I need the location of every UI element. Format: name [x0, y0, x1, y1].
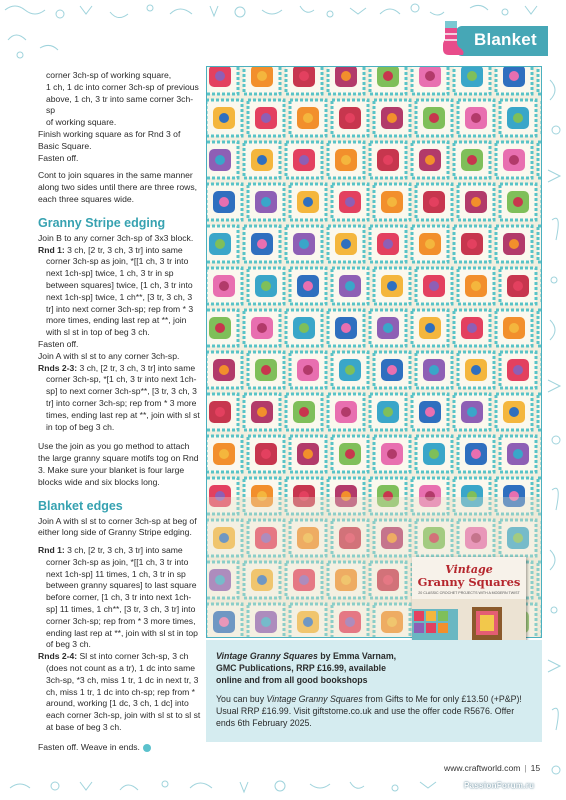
watermark: PassionForum.ru: [464, 781, 535, 790]
granny-square-center: [219, 449, 229, 459]
rnd-label: Rnd 1:: [38, 244, 65, 255]
granny-square-center: [509, 239, 519, 249]
granny-square-center: [513, 365, 523, 375]
granny-square-center: [215, 239, 225, 249]
book-credit-author: by Emma Varnam,: [317, 651, 397, 661]
granny-square-center: [383, 323, 393, 333]
granny-square-center: [299, 155, 309, 165]
granny-square-center: [215, 155, 225, 165]
granny-square-center: [471, 197, 481, 207]
book-title-line-2: Granny Squares: [417, 575, 521, 589]
granny-square-center: [383, 239, 393, 249]
granny-square-center: [299, 239, 309, 249]
blanket-photo: [206, 66, 542, 638]
end-dot-icon: [143, 744, 151, 752]
fasten-off: Fasten off.: [38, 338, 79, 349]
rnds-2-3-instruction: [38, 363, 202, 434]
granny-square-center: [509, 155, 519, 165]
book-credit-publisher: GMC Publications, RRP £16.99, available online and from all good bookshops: [216, 663, 386, 685]
granny-square-center: [341, 323, 351, 333]
granny-square-center: [513, 281, 523, 291]
granny-square-center: [257, 407, 267, 417]
granny-square-center: [387, 365, 397, 375]
granny-square-center: [387, 281, 397, 291]
granny-square-center: [303, 281, 313, 291]
rnd-text: 3 ch, [2 tr, 3 ch, 3 tr] into same corner 3ch-sp as join, *[[1 ch, 3 tr into next 1ch-sp] 11 times, 1 ch, 3 tr in sp between granny squares] to last square before corner, [1 ch, 3 tr into next 1ch-sp] 11 times, 1 ch**, [3 tr, 3 ch, 3 tr] into corner 3ch-sp; rep from * 3 more times, ending last rep at **, join with sl st in top of beg 3 ch.: [46, 545, 198, 650]
book-subtitle: 20 CLASSIC CROCHET PROJECTS WITH A MODERN TWIST: [418, 591, 520, 595]
granny-square-center: [219, 197, 229, 207]
offer-text: You can buy: [216, 694, 267, 704]
granny-square-center: [467, 71, 477, 81]
granny-square-center: [345, 449, 355, 459]
granny-square-center: [257, 155, 267, 165]
offer-text: from Gifts to Me for only £13.50 (+P&P)! Usual RRP £16.99. Visit giftstome.co.uk and use the offer code R5676. Offer ends 6th February 2025.: [216, 694, 522, 728]
finish-instruction: Finish working square as for Rnd 3 of Basic Square.: [38, 128, 181, 151]
granny-square: [538, 226, 542, 262]
rnd-text: 3 ch, [2 tr, 3 ch, 3 tr] into same corner 3ch-sp, *[1 ch, 3 tr into next 1ch-sp] to next corner 3ch-sp**, [3 tr, 3 ch, 3 tr] into corner 3ch-sp; rep from * 3 more times, ending last rep at **, join with sl st in top of beg 3 ch.: [46, 362, 200, 432]
granny-square-center: [383, 71, 393, 81]
pattern-instructions: [38, 70, 202, 760]
page-number: 15: [530, 763, 541, 773]
granny-square-center: [261, 449, 271, 459]
granny-square-center: [261, 365, 271, 375]
rnd-label: Rnds 2-3:: [38, 362, 78, 373]
granny-square-center: [299, 407, 309, 417]
granny-square-center: [345, 197, 355, 207]
sock-icon: [436, 20, 466, 56]
granny-square-center: [219, 113, 229, 123]
granny-square-center: [261, 197, 271, 207]
granny-square-center: [345, 113, 355, 123]
granny-square: [538, 394, 542, 430]
granny-square-center: [215, 71, 225, 81]
granny-square-center: [425, 407, 435, 417]
granny-square-center: [303, 197, 313, 207]
granny-square-center: [509, 323, 519, 333]
join-as-you-go-note: Use the join as you go method to attach the large granny square motifs tog on Rnd 3. Make sure your blanket is four large blocks wide and six blocks long.: [38, 441, 199, 487]
granny-square-center: [341, 71, 351, 81]
granny-square-center: [341, 239, 351, 249]
granny-square-center: [467, 407, 477, 417]
join-b-instruction: Join B to any corner 3ch-sp of 3x3 block.: [38, 232, 194, 243]
granny-square-center: [261, 281, 271, 291]
granny-square-center: [471, 113, 481, 123]
granny-square-center: [341, 155, 351, 165]
rnd-label: Rnds 2-4:: [38, 651, 78, 662]
intro-line: of working square.: [46, 117, 117, 128]
granny-square-center: [387, 113, 397, 123]
granny-square-center: [257, 71, 267, 81]
granny-square-center: [429, 197, 439, 207]
continue-instruction: Cont to join squares in the same manner along two sides until there are three rows, each three squares wide.: [38, 170, 198, 204]
granny-square-center: [429, 365, 439, 375]
granny-square-center: [383, 407, 393, 417]
granny-square-center: [299, 323, 309, 333]
book-credit: [216, 650, 404, 686]
granny-square-center: [219, 365, 229, 375]
granny-square-center: [345, 365, 355, 375]
granny-square-center: [299, 71, 309, 81]
final-instruction: [38, 742, 202, 754]
footer-separator: |: [524, 763, 527, 773]
granny-square-center: [425, 71, 435, 81]
granny-square-blanket-illustration: [207, 67, 542, 638]
granny-square-center: [429, 449, 439, 459]
granny-square-center: [429, 281, 439, 291]
granny-square-center: [425, 323, 435, 333]
granny-square-center: [425, 239, 435, 249]
intro-line: 1 ch, 1 dc into corner 3ch-sp of previous: [46, 81, 199, 92]
section-tab-label: Blanket: [474, 30, 537, 49]
book-credit-title: Vintage Granny Squares: [216, 651, 318, 661]
granny-square-center: [425, 155, 435, 165]
granny-square: [538, 310, 542, 346]
granny-square-center: [257, 239, 267, 249]
granny-square-center: [215, 323, 225, 333]
granny-square-center: [513, 449, 523, 459]
granny-square-center: [303, 449, 313, 459]
heading-granny-stripe: Granny Stripe edging: [38, 215, 166, 230]
rnd-1-instruction: [38, 245, 202, 339]
rnd-text: 3 ch, [2 tr, 3 ch, 3 tr] into same corner 3ch-sp as join, *[[1 ch, 3 tr into next 1ch-sp] twice, 1 ch, 3 tr in sp between squares] twice, [1 ch, 3 tr into next 1ch-sp] twice, 1 ch**, [3 tr, 3 ch, 3 tr] into next corner 3ch-sp; rep from * 3 more times, ending last rep at **, join with sl st in top of beg 3 ch.: [46, 244, 194, 338]
book-info-box: [206, 640, 542, 742]
reader-offer: [216, 693, 532, 729]
granny-square-center: [341, 407, 351, 417]
intro-line: corner 3ch-sp of working square,: [46, 70, 172, 80]
granny-square-center: [467, 323, 477, 333]
join-a-instruction: Join A with sl st to any corner 3ch-sp.: [38, 350, 180, 361]
granny-square-center: [471, 449, 481, 459]
granny-square: [538, 67, 542, 94]
granny-square-center: [387, 449, 397, 459]
heading-blanket-edges: Blanket edges: [38, 498, 123, 513]
rnd-label: Rnd 1:: [38, 545, 65, 556]
rnd-text: Sl st into corner 3ch-sp, 3 ch (does not count as a tr), 1 dc into same 3ch-sp, *3 ch, miss 1 tr, 1 dc in next tr, 3 ch, miss 1 tr, 1 dc into ch-sp; rep from * around, working [1 dc, 3 ch, 1 dc] into each corner 3ch-sp, join with sl st to sl st at base of beg 3 ch.: [46, 651, 201, 733]
granny-square-center: [467, 155, 477, 165]
granny-square-center: [345, 281, 355, 291]
rnds-2-4-instruction: [38, 651, 202, 734]
granny-square-center: [215, 407, 225, 417]
granny-square-center: [471, 281, 481, 291]
final-text: Fasten off. Weave in ends.: [38, 741, 140, 752]
footer-url: www.craftworld.com: [444, 763, 521, 773]
fasten-off: Fasten off.: [38, 152, 79, 163]
granny-square-center: [509, 71, 519, 81]
book-title-line-1: Vintage: [445, 563, 493, 576]
rnd-1-instruction: [38, 545, 202, 651]
section-tab: [456, 26, 548, 56]
granny-square-center: [471, 365, 481, 375]
join-a-instruction: Join A with sl st to corner 3ch-sp at beg of either long side of Granny Stripe edging.: [38, 515, 197, 538]
decorative-doodle-border-right: [544, 60, 566, 800]
granny-square-center: [387, 197, 397, 207]
granny-square-center: [467, 239, 477, 249]
granny-square-center: [261, 113, 271, 123]
granny-square-center: [509, 407, 519, 417]
granny-square-center: [513, 113, 523, 123]
granny-square-center: [219, 281, 229, 291]
granny-square-center: [303, 365, 313, 375]
page-footer: [444, 763, 540, 773]
granny-square: [538, 142, 542, 178]
granny-square-center: [513, 197, 523, 207]
granny-square-center: [429, 113, 439, 123]
granny-square-center: [303, 113, 313, 123]
intro-line: above, 1 ch, 3 tr into same corner 3ch-sp: [46, 93, 194, 116]
granny-square-center: [257, 323, 267, 333]
granny-square-center: [383, 155, 393, 165]
offer-book-title: Vintage Granny Squares: [266, 694, 363, 704]
